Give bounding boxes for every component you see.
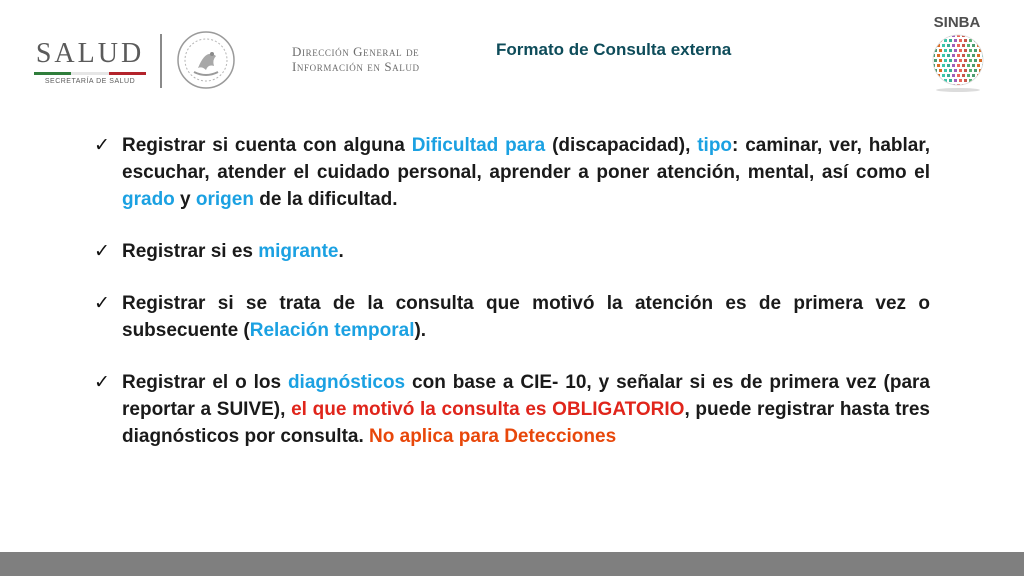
text-segment: Registrar si se trata de la consulta que motivó la atención es de primera vez o subsecuente ( — [122, 293, 930, 341]
text-segment: con base a CIE- 10, y señalar si es de primera vez (para reportar a SUIVE), — [122, 372, 930, 420]
salud-logo — [30, 38, 150, 88]
bullet-item — [94, 132, 930, 213]
footer-bar — [0, 552, 1024, 576]
tricolor-stripe — [34, 72, 146, 75]
text-segment: de la dificultad. — [253, 189, 398, 210]
bullet-item — [94, 369, 930, 450]
checkmark-icon: ✓ — [94, 372, 110, 393]
text-segment: : caminar, ver, hablar, escuchar, atender el cuidado personal, aprender a poner atención, mental, así como el — [122, 135, 930, 183]
department-name — [292, 44, 420, 74]
bullet-text — [122, 132, 930, 213]
text-segment: (discapacidad), — [545, 135, 698, 156]
highlight-blue: grado — [122, 189, 175, 210]
text-segment: , puede registrar hasta tres diagnósticos por consulta. — [122, 399, 930, 447]
sinba-label: SINBA — [933, 14, 981, 31]
header-divider — [160, 34, 162, 88]
sinba-globe-icon — [932, 34, 984, 86]
checkmark-icon: ✓ — [94, 241, 110, 262]
department-line-2: Información en Salud — [292, 59, 420, 74]
highlight-blue: tipo — [697, 135, 733, 156]
highlight-red: el que motivó la consulta es OBLIGATORIO — [291, 399, 685, 420]
text-segment: Registrar si cuenta con alguna — [122, 135, 412, 156]
text-segment: Registrar el o los — [122, 372, 288, 393]
highlight-blue: Dificultad para — [411, 135, 546, 156]
bullet-list — [94, 132, 930, 475]
text-segment: . — [338, 241, 344, 262]
bullet-item — [94, 238, 930, 265]
text-segment: ). — [414, 320, 427, 341]
slide-title: Formato de Consulta externa — [496, 40, 732, 59]
highlight-blue: diagnósticos — [287, 372, 406, 393]
bullet-text — [122, 369, 930, 450]
highlight-blue: migrante — [258, 241, 339, 262]
text-segment: Registrar si es — [122, 241, 259, 262]
bullet-item — [94, 290, 930, 344]
department-line-1: Dirección General de — [292, 44, 420, 59]
highlight-blue: Relación temporal — [249, 320, 415, 341]
highlight-blue: origen — [195, 189, 254, 210]
salud-wordmark: SALUD — [35, 38, 145, 69]
highlight-orange: No aplica para Detecciones — [369, 426, 617, 447]
checkmark-icon: ✓ — [94, 293, 110, 314]
salud-subtitle: SECRETARÍA DE SALUD — [44, 78, 136, 85]
sinba-shadow — [936, 88, 980, 92]
bullet-text — [122, 238, 930, 265]
mexican-coat-of-arms-seal-icon — [176, 30, 236, 90]
checkmark-icon: ✓ — [94, 135, 110, 156]
text-segment: y — [174, 189, 196, 210]
bullet-text — [122, 290, 930, 344]
